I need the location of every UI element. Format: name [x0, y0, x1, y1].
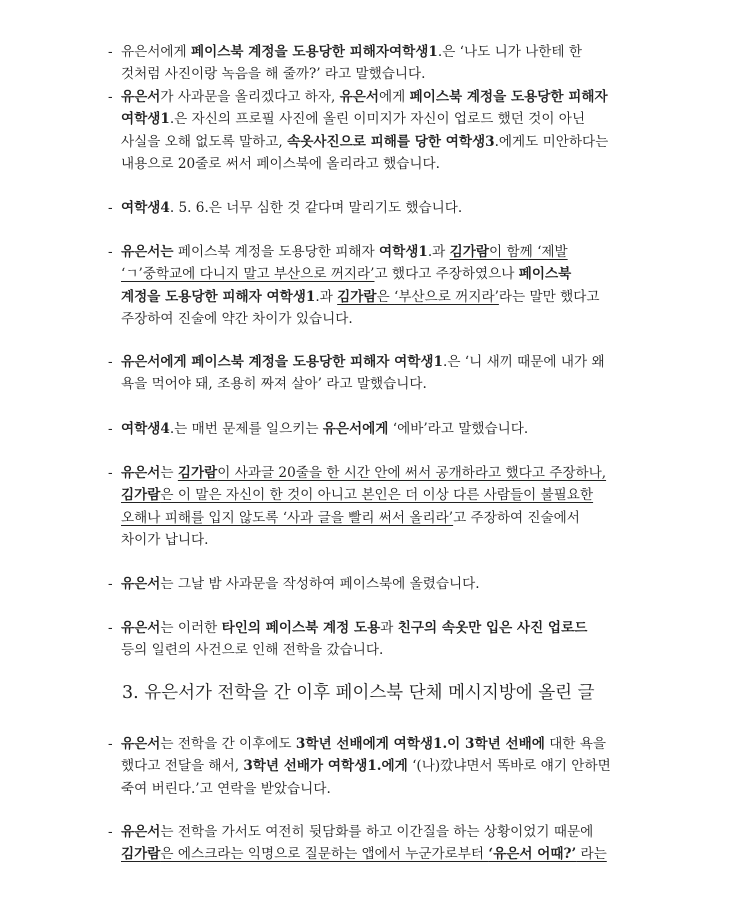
text-line — [108, 617, 648, 639]
text-line — [108, 108, 648, 130]
text-run: .는 매번 문제를 일으키는 — [169, 421, 323, 437]
text-run: 가 사과문을 올리겠다고 하자, — [160, 89, 340, 105]
text-run: .과 — [427, 244, 450, 260]
text-run: 여학생4 — [121, 200, 170, 216]
text-run: 주장하여 진술에 약간 차이가 있습니다. — [121, 311, 353, 328]
text-run: 에게 — [379, 89, 410, 105]
text-run: 3학년 선배가 여학생1.에게 — [243, 758, 408, 775]
bullet-item — [108, 351, 648, 396]
text-run: 것처럼 사진이랑 녹음을 해 줄까?’ 라고 말했습니다. — [121, 66, 426, 83]
text-line — [108, 639, 648, 661]
text-run: 김가람 — [177, 465, 218, 481]
text-run: 대한 욕을 — [544, 736, 607, 752]
text-run: 여학생1 — [378, 244, 428, 260]
text-run: ‘(나)깠냐면서 똑바로 얘기 안하면 — [407, 758, 611, 775]
bullet-item — [108, 821, 648, 866]
text-run: 은 — [376, 288, 395, 305]
text-line — [108, 241, 648, 263]
text-run: 유은서 — [339, 89, 379, 105]
bullet-item — [108, 86, 648, 176]
text-run: 죽여 버린다.’고 연락을 받았습니다. — [121, 780, 331, 797]
text-run: 페이스북 계정을 도용당한 피해자 — [409, 89, 608, 105]
text-run: 욕을 먹어야 돼, 조용히 짜져 살아’ 라고 말했습니다. — [121, 376, 427, 393]
text-run: 페이스북 — [518, 266, 572, 283]
text-line — [108, 778, 648, 800]
bullet-dash: - — [108, 465, 113, 481]
text-run: 친구의 속옷만 입은 사진 업로드 — [397, 620, 588, 636]
text-run: 김가람 — [121, 846, 161, 863]
text-line — [108, 86, 648, 108]
text-run: 했다고 전달을 해서, — [121, 758, 244, 775]
text-line — [108, 373, 648, 395]
text-run: 고 했다고 주장하였으나 — [374, 266, 519, 283]
text-run: 유은서 — [121, 824, 161, 840]
text-run: 김가람 — [337, 288, 377, 305]
section-heading: 3. 유은서가 전학을 간 이후 페이스북 단체 메시지방에 올린 글 — [122, 683, 595, 703]
text-run: .에게도 미안하다는 — [494, 133, 609, 150]
text-run: 계정을 도용당한 피해자 여학생1 — [121, 288, 316, 305]
text-run: 이 함께 ‘제발 — [489, 244, 568, 260]
text-run: 에게 — [160, 44, 191, 60]
text-run: 는 전학을 간 이후에도 — [160, 736, 296, 752]
text-run: .은 ‘니 새끼 때문에 내가 왜 — [443, 354, 605, 370]
text-line — [108, 131, 648, 153]
bullet-item — [108, 241, 648, 331]
bullet-dash: - — [108, 620, 113, 636]
text-run: 속옷사진으로 피해를 당한 여학생3 — [287, 133, 495, 150]
text-run: 차이가 납니다. — [121, 532, 209, 549]
text-line — [108, 484, 648, 506]
text-run: 유은서 — [121, 44, 161, 60]
bullet-dash: - — [108, 44, 113, 60]
bullet-dash: - — [108, 89, 113, 105]
text-run: 라는 — [576, 846, 607, 863]
text-run: .과 — [315, 288, 338, 305]
text-run: 유은서는 — [121, 244, 174, 260]
text-line — [108, 351, 648, 373]
text-line — [108, 573, 648, 595]
text-run: 3학년 선배에게 여학생1.이 3학년 선배에 — [295, 736, 545, 752]
bullet-item — [108, 41, 648, 86]
text-run: 페이스북 계정을 도용당한 피해자여학생1 — [191, 44, 438, 60]
text-run: .은 자신의 프로필 사진에 올린 이미지가 자신이 업로드 했던 것이 아닌 — [169, 111, 586, 128]
text-run: 이 사과글 20줄을 한 시간 안에 써서 공개하라고 했다고 주장하나, — [217, 465, 607, 481]
text-line — [108, 843, 648, 865]
text-run: 내용으로 20줄로 써서 페이스북에 올리라고 했습니다. — [121, 156, 440, 173]
text-run: ‘에바’라고 말했습니다. — [388, 421, 529, 437]
text-run: 타인의 페이스북 계정 도용 — [221, 620, 381, 636]
text-run: 여학생4 — [121, 421, 170, 437]
text-run: 오해나 피해를 입지 않도록 ‘사과 글을 빨리 써서 올리라’ — [121, 509, 454, 526]
text-line — [108, 529, 648, 551]
bullet-dash: - — [108, 576, 113, 592]
bullet-item — [108, 462, 648, 552]
text-run: 페이스북 계정을 도용당한 피해자 — [173, 244, 379, 260]
text-line — [108, 153, 648, 175]
text-run: 고 주장하여 진술에서 — [453, 509, 580, 526]
text-run: .은 ‘나도 니가 나한테 한 — [437, 44, 583, 60]
text-line — [108, 462, 648, 484]
text-run: 유은서 — [121, 576, 161, 592]
text-line — [108, 733, 648, 755]
text-run: 는 — [160, 465, 178, 481]
text-run: 는 전학을 가서도 여전히 뒷담화를 하고 이간질을 하는 상황이었기 때문에 — [160, 824, 594, 840]
bullet-dash: - — [108, 421, 113, 437]
text-line — [108, 418, 648, 440]
text-run: ‘ㄱ’중학교에 다니지 말고 부산으로 꺼지라’ — [121, 266, 375, 283]
text-run: 유은서 — [121, 89, 161, 105]
bullet-item — [108, 573, 648, 595]
text-line — [108, 63, 648, 85]
text-run: 김가람 — [449, 244, 490, 260]
text-run: ‘부산으로 꺼지라’ — [394, 288, 499, 305]
text-run: 사실을 오해 없도록 말하고, — [121, 133, 288, 150]
text-run: . 5. 6.은 너무 심한 것 같다며 말리기도 했습니다. — [169, 200, 463, 216]
text-run: 김가람 — [121, 487, 161, 504]
text-run: 는 이러한 — [160, 620, 222, 636]
text-line — [108, 507, 648, 529]
text-run: 과 — [380, 620, 398, 636]
text-run: 여학생1 — [121, 111, 170, 128]
text-line — [108, 41, 648, 63]
text-run: 은 이 말은 자신이 한 것이 아니고 본인은 더 이상 다른 사람들이 불필요한 — [160, 487, 594, 504]
text-line — [108, 263, 648, 285]
bullet-item — [108, 197, 648, 219]
bullet-dash: - — [108, 824, 113, 840]
bullet-dash: - — [108, 736, 113, 752]
text-run: 는 그날 밤 사과문을 작성하여 페이스북에 올렸습니다. — [160, 576, 480, 592]
text-line — [108, 286, 648, 308]
text-line — [108, 197, 648, 219]
text-run: 등의 일련의 사건으로 인해 전학을 갔습니다. — [121, 642, 384, 659]
bullet-dash: - — [108, 244, 113, 260]
bullet-item — [108, 418, 648, 440]
bullet-item — [108, 617, 648, 662]
bullet-dash: - — [108, 200, 113, 216]
bullet-item — [108, 733, 648, 800]
text-run: 유은서 — [121, 620, 161, 636]
text-run: 유은서 — [121, 736, 161, 752]
text-run: 유은서 — [121, 465, 161, 481]
text-run: 은 에스크라는 익명으로 질문하는 앱에서 누군가로부터 — [160, 846, 489, 863]
text-run: 유은서에게 페이스북 계정을 도용당한 피해자 여학생1 — [121, 354, 444, 370]
text-run: 라는 말만 했다고 — [498, 288, 600, 305]
text-line — [108, 755, 648, 777]
text-run: 유은서에게 — [322, 421, 389, 437]
text-run: ‘유은서 어때?’ — [488, 846, 577, 863]
text-line — [108, 821, 648, 843]
bullet-dash: - — [108, 354, 113, 370]
text-line — [108, 308, 648, 330]
